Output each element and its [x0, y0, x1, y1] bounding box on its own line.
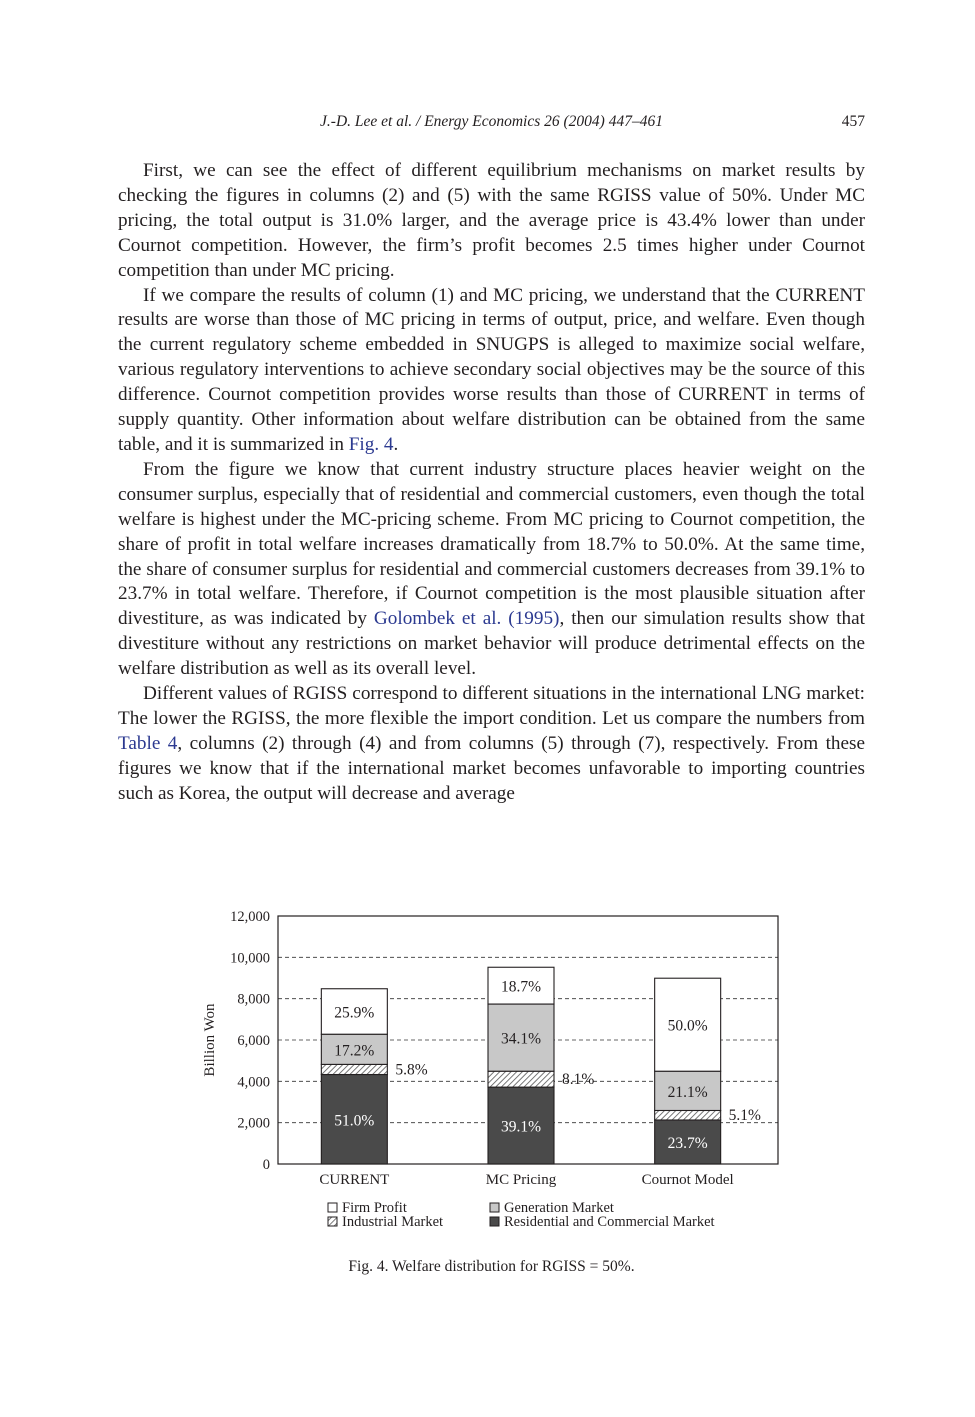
data-label: 5.1%	[728, 1107, 761, 1125]
paragraph-2-text-a: If we compare the results of column (1) and MC pricing, we understand that the CURRENT results are worse than those of MC pricing in terms of output, price, and welfare. Even though the current regulatory scheme embedded in SNUGPS is alleged to maximize social welfare, various regulatory interventions to achieve secondary social objectives may be the source of this difference. Cournot competition provides worse results than those of CURRENT in terms of supply quantity. Other information about welfare distribution can be obtained from the same table, and it is summarized in	[118, 284, 865, 455]
page-number: 457	[841, 113, 865, 130]
y-tick-label: 12,000	[230, 909, 270, 925]
x-tick-label: MC Pricing	[485, 1172, 557, 1188]
y-tick-label: 4,000	[237, 1074, 270, 1091]
paragraph-4-text-a: Different values of RGISS correspond to different situations in the international LNG market: The lower the RGISS, the more flexible the import condition. Let us compare the numbers from	[118, 683, 865, 729]
legend-swatch	[490, 1217, 499, 1226]
paragraph-2	[118, 284, 865, 458]
data-label: 50.0%	[667, 1017, 708, 1035]
x-tick-label: CURRENT	[319, 1172, 390, 1188]
bar-segment	[488, 1071, 554, 1087]
legend-swatch	[328, 1217, 337, 1226]
x-tick-label: Cournot Model	[641, 1172, 734, 1188]
legend-label: Firm Profit	[342, 1200, 407, 1216]
figure-caption: Fig. 4. Welfare distribution for RGISS = 50%.	[348, 1258, 635, 1275]
paragraph-4	[118, 682, 865, 807]
paragraph-1: First, we can see the effect of different equilibrium mechanisms on market results by checking the figures in columns (2) and (5) with the same RGISS value of 50%. Under MC pricing, the total output is 31.0% larger, and the average price is 43.4% lower than under Cournot competition. However, the firm’s profit becomes 2.5 times higher under Cournot competition than under MC pricing.	[118, 160, 865, 281]
legend-swatch	[328, 1203, 337, 1212]
paragraph-3-text-a: From the figure we know that current industry structure places heavier weight on the consumer surplus, especially that of residential and commercial customers, even though the total welfare is highest under the MC-pricing scheme. From MC pricing to Cournot competition, the share of profit in total welfare increases dramatically from 18.7% to 50.0%. At the same time, the share of consumer surplus for residential and commercial customers decreases from 39.1% to 23.7% in total welfare. Therefore, if Cournot competition is the most plausible situation after divestiture, as was indicated by	[118, 458, 865, 630]
y-tick-label: 8,000	[237, 991, 270, 1008]
y-tick-label: 0	[262, 1157, 270, 1173]
data-label: 8.1%	[562, 1071, 595, 1089]
table-4-link[interactable]: Table 4	[118, 732, 178, 754]
data-label: 18.7%	[500, 978, 542, 996]
figure-4	[190, 900, 790, 1245]
y-tick-label: 6,000	[237, 1033, 270, 1049]
data-label: 17.2%	[334, 1042, 375, 1060]
paragraph-3	[118, 458, 865, 682]
data-label: 23.7%	[667, 1134, 708, 1152]
running-title: J.-D. Lee et al. / Energy Economics 26 (2004) 447–461	[320, 113, 663, 130]
y-tick-label: 2,000	[237, 1115, 270, 1132]
stacked-bar-chart	[190, 900, 790, 1245]
legend-label: Generation Market	[504, 1200, 614, 1216]
paragraph-2-text-b: .	[393, 433, 399, 455]
legend-label: Residential and Commercial Market	[504, 1214, 715, 1230]
paragraph-3-text-b: , then our simulation results show that divestiture without any restrictions on market behavior will produce detrimental effects on the welfare distribution as well as its overall level.	[118, 608, 865, 680]
data-label: 21.1%	[667, 1083, 708, 1101]
data-label: 39.1%	[500, 1118, 542, 1136]
running-header	[118, 113, 865, 135]
y-tick-label: 10,000	[230, 950, 270, 967]
bar-segment	[655, 1110, 721, 1120]
legend-label: Industrial Market	[342, 1214, 444, 1230]
data-label: 51.0%	[334, 1112, 375, 1130]
data-label: 5.8%	[395, 1061, 428, 1079]
legend-swatch	[490, 1203, 499, 1212]
figure-4-link[interactable]: Fig. 4	[348, 433, 394, 455]
body-text	[118, 159, 865, 807]
paragraph-4-text-b: , columns (2) through (4) and from columns (5) through (7), respectively. From these figures we know that if the international market becomes unfavorable to importing countries such as Korea, the output will decrease and average	[118, 732, 865, 804]
data-label: 25.9%	[334, 1004, 375, 1022]
golombek-citation-link[interactable]: Golombek et al. (1995)	[373, 608, 560, 630]
bar-segment	[321, 1064, 387, 1074]
data-label: 34.1%	[500, 1030, 542, 1048]
y-axis-label: Billion Won	[202, 1003, 218, 1077]
